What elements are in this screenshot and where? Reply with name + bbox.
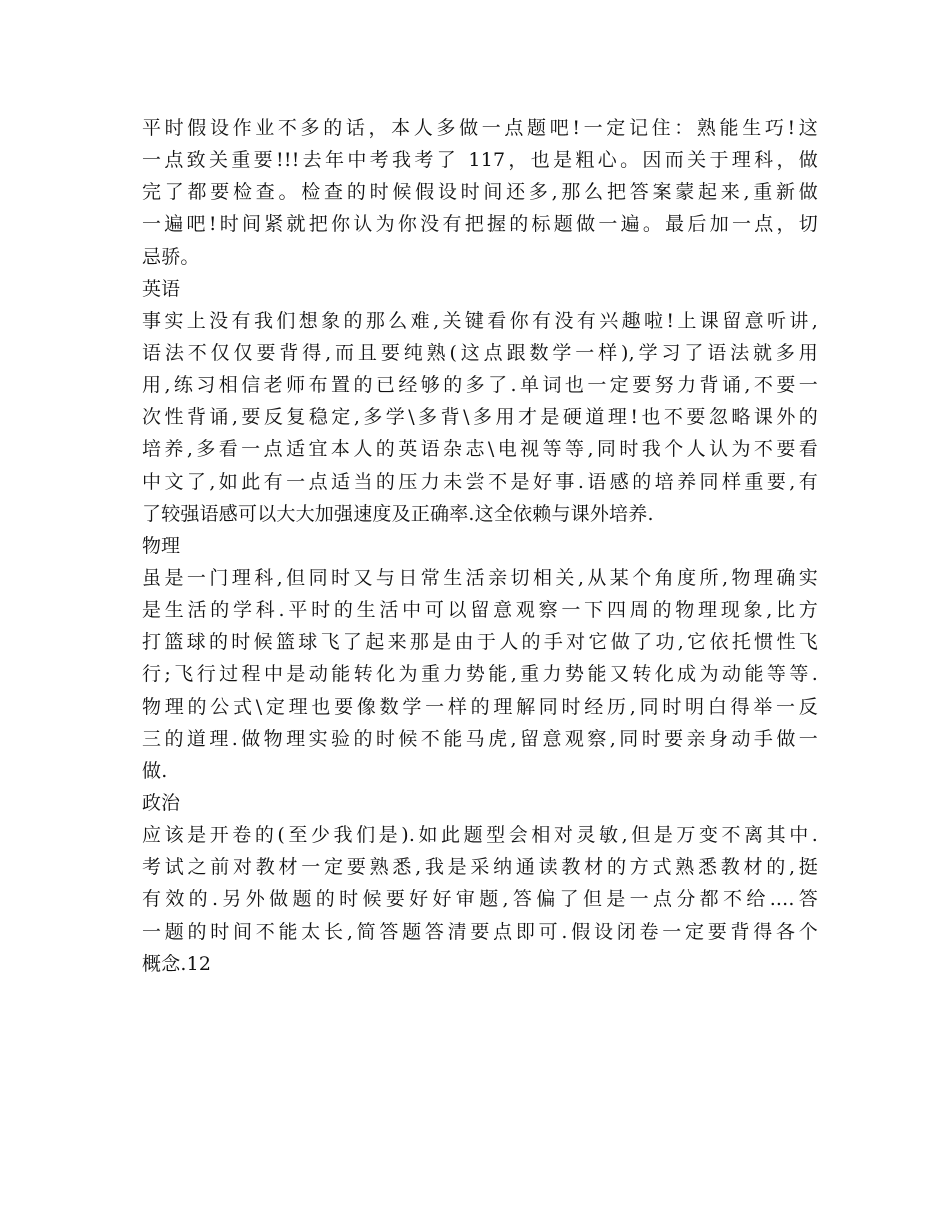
intro-paragraph	[142, 112, 818, 273]
text-line: 一点致关重要!!!去年中考我考了 117，也是粗心。因而关于理科，做	[142, 149, 818, 172]
text-line: 培养,多看一点适宜本人的英语杂志\电视等等,同时我个人认为不要看	[142, 438, 818, 461]
section-heading: 英语	[142, 277, 181, 300]
text-line: 语法不仅仅要背得,而且要纯熟(这点跟数学一样),学习了语法就多用	[142, 341, 818, 364]
text-line: 打篮球的时候篮球飞了起来那是由于人的手对它做了功,它依托惯性飞	[142, 631, 818, 654]
section-heading: 政治	[142, 791, 181, 814]
text-line: 一题的时间不能太长,简答题答清要点即可.假设闭卷一定要背得各个	[142, 920, 818, 943]
text-line: 一遍吧!时间紧就把你认为你没有把握的标题做一遍。最后加一点，切	[142, 213, 818, 236]
section-physics	[142, 530, 818, 787]
text-line: 行;飞行过程中是动能转化为重力势能,重力势能又转化成为动能等等.	[142, 663, 818, 686]
text-line: 是生活的学科.平时的生活中可以留意观察一下四周的物理现象,比方	[142, 599, 818, 622]
section-politics	[142, 787, 818, 980]
text-line: 完了都要检查。检查的时候假设时间还多,那么把答案蒙起来,重新做	[142, 181, 818, 204]
text-line: 有效的.另外做题的时候要好好审题,答偏了但是一点分都不给....答	[142, 888, 818, 911]
section-heading: 物理	[142, 534, 181, 557]
text-line: 应该是开卷的(至少我们是).如此题型会相对灵敏,但是万变不离其中.	[142, 824, 818, 847]
text-line: 概念.12	[142, 952, 212, 975]
text-line: 次性背诵,要反复稳定,多学\多背\多用才是硬道理!也不要忽略课外的	[142, 406, 818, 429]
text-line: 三的道理.做物理实验的时候不能马虎,留意观察,同时要亲身动手做一	[142, 727, 818, 750]
text-line: 了较强语感可以大大加强速度及正确率.这全依赖与课外培养.	[142, 502, 654, 525]
text-line: 事实上没有我们想象的那么难,关键看你有没有兴趣啦!上课留意听讲,	[142, 309, 818, 332]
text-line: 中文了,如此有一点适当的压力未尝不是好事.语感的培养同样重要,有	[142, 470, 818, 493]
text-line: 做.	[142, 759, 168, 782]
text-line: 忌骄。	[142, 245, 200, 268]
text-line: 平时假设作业不多的话，本人多做一点题吧!一定记住：熟能生巧!这	[142, 117, 818, 139]
document-body	[142, 112, 818, 980]
text-line: 考试之前对教材一定要熟悉,我是采纳通读教材的方式熟悉教材的,挺	[142, 856, 818, 879]
text-line: 虽是一门理科,但同时又与日常生活亲切相关,从某个角度所,物理确实	[142, 566, 818, 589]
text-line: 物理的公式\定理也要像数学一样的理解同时经历,同时明白得举一反	[142, 695, 818, 718]
section-english	[142, 273, 818, 530]
text-line: 用,练习相信老师布置的已经够的多了.单词也一定要努力背诵,不要一	[142, 374, 818, 397]
